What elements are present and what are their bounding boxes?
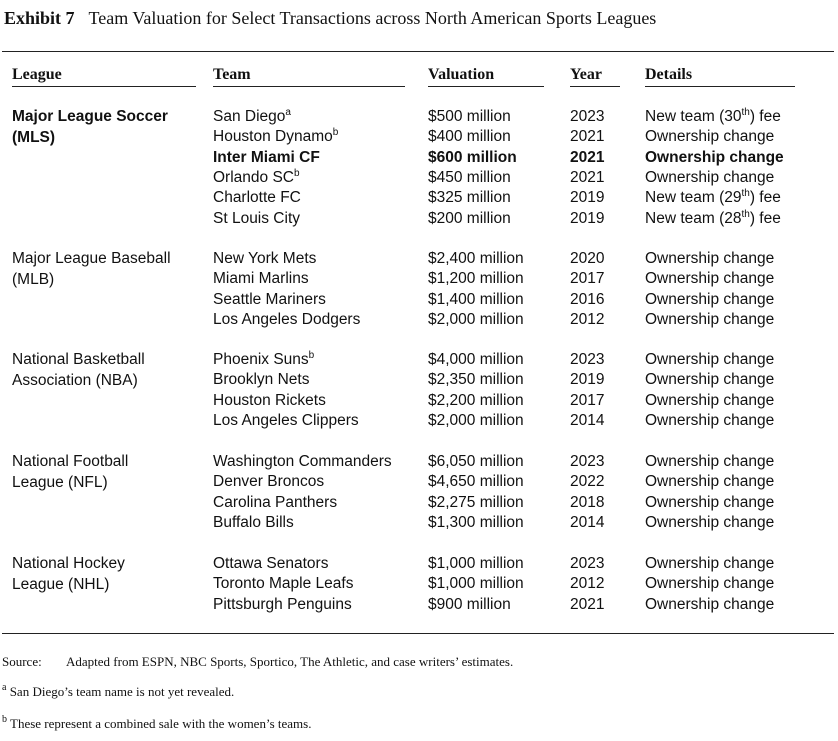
valuation-cell: $1,000 million <box>428 575 524 593</box>
league-name-line: (MLB) <box>12 270 55 288</box>
league-name-line: National Basketball <box>12 351 145 368</box>
details-cell: Ownership change <box>645 168 775 186</box>
league-name-line: (MLS) <box>12 128 56 146</box>
header-underline-year <box>570 86 620 87</box>
team-cell: Charlotte FC <box>213 189 301 207</box>
year-cell: 2021 <box>570 148 605 166</box>
year-cell: 2023 <box>570 453 605 470</box>
table-row <box>0 127 838 147</box>
valuation-cell: $900 million <box>428 595 511 613</box>
year-cell: 2020 <box>570 250 605 267</box>
year-cell: 2021 <box>570 168 605 186</box>
team-cell: Ottawa Senators <box>213 555 329 572</box>
year-cell: 2019 <box>570 209 605 227</box>
table-row <box>0 574 838 594</box>
team-cell: Orlando $SC^b$ <box>213 167 300 186</box>
details-cell: Ownership change <box>645 148 784 166</box>
table-row <box>0 472 838 492</box>
col-header-team: Team <box>213 66 251 83</box>
league-name-line: National Hockey <box>12 555 125 572</box>
team-cell: Miami Marlins <box>213 270 309 288</box>
details-cell: New team (29th) fee <box>645 188 781 207</box>
valuation-cell: $2,400 million <box>428 250 524 267</box>
footnote-a-marker: a <box>2 682 7 693</box>
table-row <box>0 370 838 390</box>
details-cell: Ownership change <box>645 411 775 429</box>
details-cell: Ownership change <box>645 371 775 389</box>
details-cell: Ownership change <box>645 453 775 470</box>
col-header-year: Year <box>570 66 602 83</box>
team-cell: Los Angeles Dodgers <box>213 310 361 328</box>
team-cell: Houston Dynamo$^b$ <box>213 127 339 146</box>
table-row <box>0 209 838 229</box>
year-cell: 2019 <box>570 189 605 207</box>
table-row <box>0 350 838 370</box>
details-cell: Ownership change <box>645 473 775 491</box>
team-cell: New York Mets <box>213 250 317 267</box>
details-cell: Ownership change <box>645 493 775 511</box>
team-cell: Carolina Panthers <box>213 493 338 511</box>
year-cell: 2012 <box>570 310 605 328</box>
table-row <box>0 107 838 127</box>
source-label: Source: <box>2 654 42 669</box>
table-row <box>0 411 838 431</box>
details-cell: Ownership change <box>645 391 775 409</box>
exhibit-caption: Team Valuation for Select Transactions across North American Sports Leagues <box>88 8 657 28</box>
table-row <box>0 148 838 168</box>
table-row <box>0 513 838 533</box>
details-cell: New team (30th) fee <box>645 107 781 125</box>
team-cell: Pittsburgh Penguins <box>213 595 352 613</box>
details-ordinal-suffix: th <box>741 188 750 200</box>
exhibit-number: Exhibit 7 <box>4 8 75 28</box>
bottom-rule <box>2 633 834 634</box>
valuation-cell: $6,050 million <box>428 453 524 470</box>
valuation-cell: $2,000 million <box>428 310 524 328</box>
valuation-cell: $4,650 million <box>428 473 524 491</box>
year-cell: 2019 <box>570 371 605 389</box>
top-rule <box>2 51 834 52</box>
table-row <box>0 188 838 208</box>
team-cell: San Diego$^a$ <box>213 107 291 125</box>
league-name-line: Major League Baseball <box>12 250 171 267</box>
exhibit-title <box>4 8 656 29</box>
team-cell: St Louis City <box>213 209 301 227</box>
valuation-cell: $2,350 million <box>428 371 524 389</box>
valuation-cell: $4,000 million <box>428 351 524 368</box>
valuation-cell: $1,200 million <box>428 270 524 288</box>
team-cell: Houston Rickets <box>213 391 326 409</box>
year-cell: 2016 <box>570 290 605 308</box>
valuation-cell: $2,000 million <box>428 411 524 429</box>
table-row <box>0 290 838 310</box>
footnote-a <box>2 684 234 700</box>
team-cell: Toronto Maple Leafs <box>213 575 354 593</box>
valuation-cell: $1,400 million <box>428 290 524 308</box>
team-cell: Seattle Mariners <box>213 290 326 308</box>
details-cell: Ownership change <box>645 250 775 267</box>
team-footnote-marker: b <box>293 167 300 179</box>
league-name-line: Association (NBA) <box>12 371 138 389</box>
team-cell: Inter Miami CF <box>213 148 320 166</box>
table-row <box>0 554 838 574</box>
year-cell: 2023 <box>570 555 605 572</box>
table-row <box>0 168 838 188</box>
team-cell: Denver Broncos <box>213 473 325 491</box>
header-underline-league <box>12 86 196 87</box>
year-cell: 2021 <box>570 128 605 146</box>
year-cell: 2022 <box>570 473 605 491</box>
header-underline-team <box>213 86 405 87</box>
details-cell: Ownership change <box>645 555 775 572</box>
table-row <box>0 595 838 615</box>
col-header-valuation: Valuation <box>428 66 495 83</box>
details-cell: Ownership change <box>645 310 775 328</box>
table-row <box>0 269 838 289</box>
valuation-cell: $600 million <box>428 148 517 166</box>
team-footnote-marker: a <box>285 107 291 118</box>
team-cell: Washington Commanders <box>213 453 392 470</box>
valuation-cell: $400 million <box>428 128 511 146</box>
details-cell: Ownership change <box>645 270 775 288</box>
team-cell: Brooklyn Nets <box>213 371 310 389</box>
year-cell: 2021 <box>570 595 605 613</box>
year-cell: 2012 <box>570 575 605 593</box>
valuation-cell: $325 million <box>428 189 511 207</box>
source-text: Adapted from ESPN, NBC Sports, Sportico, The Athletic, and case writers’ estimates. <box>66 654 514 669</box>
year-cell: 2017 <box>570 391 605 409</box>
year-cell: 2023 <box>570 108 605 125</box>
details-cell: Ownership change <box>645 128 775 146</box>
table-row <box>0 310 838 330</box>
valuation-cell: $1,300 million <box>428 513 524 531</box>
league-name-line: League (NHL) <box>12 575 110 593</box>
league-name-line: National Football <box>12 453 129 470</box>
team-cell: Phoenix Suns$^b$ <box>213 350 315 368</box>
team-cell: Buffalo Bills <box>213 513 294 531</box>
year-cell: 2017 <box>570 270 605 288</box>
details-ordinal-suffix: th <box>741 208 750 220</box>
details-cell: Ownership change <box>645 351 775 368</box>
header-underline-valuation <box>428 86 544 87</box>
footnote-b-marker: b <box>2 714 7 725</box>
year-cell: 2014 <box>570 513 605 531</box>
valuation-cell: $450 million <box>428 168 511 186</box>
footnote-b <box>2 716 311 732</box>
details-cell: New team (28th) fee <box>645 208 781 227</box>
col-header-details: Details <box>645 66 693 83</box>
valuation-cell: $1,000 million <box>428 555 524 572</box>
details-cell: Ownership change <box>645 595 775 613</box>
year-cell: 2023 <box>570 351 605 368</box>
col-header-league: League <box>12 66 62 83</box>
details-cell: Ownership change <box>645 513 775 531</box>
valuation-cell: $200 million <box>428 209 511 227</box>
team-cell: Los Angeles Clippers <box>213 411 359 429</box>
valuation-cell: $2,200 million <box>428 391 524 409</box>
header-underline-details <box>645 86 795 87</box>
details-cell: Ownership change <box>645 290 775 308</box>
league-name-line: League (NFL) <box>12 473 108 491</box>
table-row <box>0 391 838 411</box>
team-footnote-marker: b <box>332 127 339 139</box>
valuation-cell: $2,275 million <box>428 493 524 511</box>
team-footnote-marker: b <box>308 350 315 361</box>
table-row <box>0 452 838 472</box>
valuation-cell: $500 million <box>428 108 511 125</box>
source-note <box>2 654 513 670</box>
footnote-b-text: These represent a combined sale with the women’s teams. <box>10 716 312 731</box>
year-cell: 2014 <box>570 411 605 429</box>
table-row <box>0 249 838 269</box>
details-cell: Ownership change <box>645 575 775 593</box>
league-name-line: Major League Soccer <box>12 108 168 125</box>
table-row <box>0 493 838 513</box>
details-ordinal-suffix: th <box>741 107 750 118</box>
year-cell: 2018 <box>570 493 605 511</box>
footnote-a-text: San Diego’s team name is not yet revealed. <box>9 684 235 699</box>
